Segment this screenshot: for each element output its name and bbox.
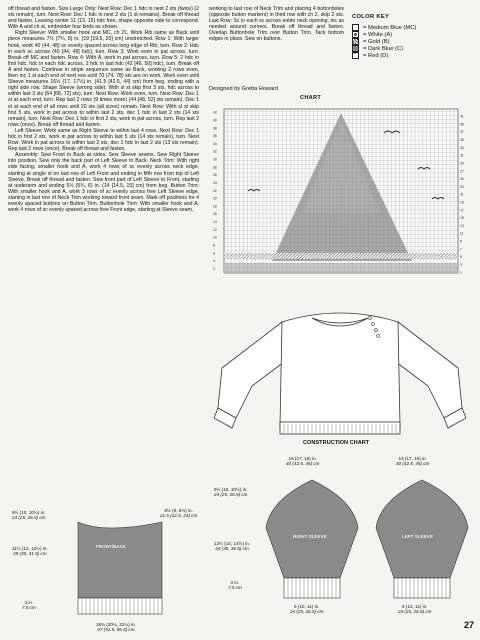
chart-row-label: 12	[213, 227, 217, 232]
red-swatch-icon	[352, 52, 359, 59]
dimension-text: 9 (10, 11) in.	[402, 604, 428, 609]
dimension-text: 9 (10, 11) in.	[294, 604, 320, 609]
color-key	[352, 14, 462, 59]
front-back-mid-left-dimension	[12, 546, 48, 557]
chart-row-label: 20	[213, 196, 217, 201]
instructions-left-column	[8, 6, 199, 546]
chart-row-label: 4	[213, 259, 215, 264]
right-sleeve-bottom-dimension	[290, 604, 323, 615]
chart-row-label: 41	[460, 114, 464, 119]
color-key-label: = White (A)	[363, 31, 393, 38]
dimension-cm: 7.5 cm	[22, 605, 36, 611]
chart-row-label: 31	[460, 153, 464, 158]
sweater-outline-graphic	[212, 300, 470, 440]
chart-row-label: 26	[213, 173, 217, 178]
chart-row-label: 15	[460, 216, 464, 221]
designer-credit: Designed by Gretta Howard	[209, 86, 279, 92]
left-sleeve-label: LEFT SLEEVE	[402, 534, 433, 539]
page-number: 27	[463, 620, 474, 630]
chart-row-label: 28	[213, 165, 217, 170]
chart-row-label: 39	[460, 122, 464, 127]
chart-row-label: 10	[213, 235, 217, 240]
front-back-bottom-dimension	[96, 622, 136, 633]
right-sleeve-top-dimension	[286, 456, 319, 467]
dimension-text: 9½ (10, 10½) in.	[214, 487, 248, 492]
chart-row-label: 16	[213, 212, 217, 217]
white-swatch-icon	[352, 31, 359, 38]
dimension-cm: 24 (25, 26.5) cm	[290, 609, 324, 615]
right-sleeve-cuff-dimension	[228, 580, 242, 591]
chart-row-label: 40	[213, 118, 217, 123]
dimension-text: 8½ (9, 9½) in.	[164, 508, 193, 513]
dimension-text: 11½ (12, 12½) in.	[12, 546, 48, 551]
chart-row-label: 21	[460, 192, 464, 197]
chart-row-label: 34	[213, 141, 217, 146]
dimension-cm: 7.5 cm	[228, 585, 242, 591]
chart-row-label: 42	[213, 110, 217, 115]
front-back-label: FRONT/BACK	[96, 544, 127, 549]
chart-row-label: 14	[213, 220, 217, 225]
dimension-cm: 29 (30, 31.5) cm	[13, 551, 47, 557]
chart-row-label: 19	[460, 200, 464, 205]
medium-blue-swatch-icon	[352, 24, 359, 31]
chart-row-label: 11	[460, 231, 464, 236]
front-back-schematic	[60, 520, 180, 620]
chart-row-label: 32	[213, 149, 217, 154]
chart-title: CHART	[300, 95, 322, 101]
chart-row-label: 37	[460, 130, 464, 135]
dimension-cm: 24 (25, 26.5) cm	[12, 515, 46, 521]
chart-row-label: 35	[460, 138, 464, 143]
dimension-cm: 40 (42.5, 45) cm	[286, 461, 320, 467]
color-key-item	[352, 52, 462, 59]
chart-row-label: 30	[213, 157, 217, 162]
dimension-text: 13½ (14, 14½) in.	[214, 541, 251, 546]
chart-row-label: 36	[213, 134, 217, 139]
color-key-item	[352, 38, 462, 45]
dimension-cm: 47 (51.5, 56.5) cm	[97, 627, 135, 633]
dimension-cm: 34 (35, 36.5) cm	[215, 546, 249, 552]
stitch-chart-graphic	[212, 103, 470, 283]
right-sleeve-schematic	[262, 478, 362, 603]
chart-row-label: 17	[460, 208, 464, 213]
instructions-paragraph-right-sleeve: Right Sleeve: With smaller hook and MC, ch 21. Work Rib same as Back until piece measures 7½ (7¾, 8) in. (19 [19.5, 20] cm) unstretched. Row 1: With larger hook, work 40 (44, 48) sc evenly spaced across long edge of Rib, turn. Row 2: Hdc in each sc across (40 [44, 48] hdc), turn. Row 3: Work even in pat across, turn. Break off MC and fasten. Row 4: With A, work in pat across, turn. Row 5: 2 hdc in first hdc, hdc in each hdc across, 2 hdc in last hdc (42 [46, 50] hdc), turn. Break off A and fasten. Continue in stripe sequence same as Back, working 2 rows even, then inc 1 st each end of next row until 70 (74, 78) sts are on work. Work even until Sleeve measures 16½ (17, 17½) in. (41.5 [42.5, 44] cm) from beg, ending with a right side row. Shape Sleeve (wrong side): With sl st skip first 3 sts, hdc across to within last 3 sts (64 [68, 72] sts), turn. Next Row: Work even, turn. Next Row: Dec 1 st at each end, turn. Rep last 2 rows (9 times more) (44 [48, 52] sts remain). Dec 1 st at each end of all rows until 20 sts (all sizes) remain. Next Row: With sl st skip first 5 sts, work in pat across to within last 2 sts, dec 1 hdc in last 2 sts (14 sts remain), turn. Next Row: Dec 1 hdc in first 2 sts, work in pat across, turn. Rep last 2 rows (once). Break off thread and fasten.	[8, 30, 199, 128]
color-key-label: = Dark Blue (C)	[363, 45, 404, 52]
chart-row-label: 33	[460, 145, 464, 150]
gold-swatch-icon	[352, 38, 359, 45]
chart-row-label: 5	[460, 255, 462, 260]
dimension-text: 3 in.	[24, 600, 34, 605]
stitch-chart	[212, 103, 470, 283]
chart-row-label: 23	[460, 184, 464, 189]
right-sleeve-length-dimension	[214, 541, 250, 552]
dimension-cm: 24 (25, 26.5) cm	[398, 609, 432, 615]
left-sleeve-bottom-dimension	[398, 604, 431, 615]
instructions-paragraph-left-sleeve: Left Sleeve: Work same as Right Sleeve to within last 4 rows. Next Row: Dec 1 hdc in first 2 sts, work in pat across to within last 5 sts (14 sts remain), turn. Next Row: Work in pat across to within last 2 sts, dec 1 hdc in last 2 sts (13 sts remain). Rep last 2 rows (once). Break off thread and fasten.	[8, 127, 199, 153]
chart-row-label: 38	[213, 126, 217, 131]
chart-row-label: 3	[460, 262, 462, 267]
chart-row-label: 7	[460, 247, 462, 252]
left-sleeve-schematic	[372, 478, 472, 603]
chart-row-label: 8	[213, 243, 215, 248]
chart-row-label: 13	[460, 223, 464, 228]
chart-row-label: 2	[213, 266, 215, 271]
front-back-top-left-dimension	[12, 510, 45, 521]
color-key-item	[352, 45, 462, 52]
color-key-label: = Medium Blue (MC)	[363, 24, 417, 31]
construction-chart-title: CONSTRUCTION CHART	[303, 440, 370, 446]
color-key-label: = Red (D)	[363, 52, 389, 59]
right-sleeve-cap-dimension	[214, 487, 247, 498]
chart-row-label: 25	[460, 177, 464, 182]
chart-row-label: 18	[213, 204, 217, 209]
color-key-item	[352, 24, 462, 31]
dimension-cm: 24 (25, 26.5) cm	[214, 492, 248, 498]
dimension-text: 3 in.	[230, 580, 240, 585]
color-key-title: COLOR KEY	[352, 14, 390, 20]
chart-row-label: 27	[460, 169, 464, 174]
color-key-item	[352, 31, 462, 38]
right-sleeve-label: RIGHT SLEEVE	[293, 534, 327, 539]
chart-row-label: 24	[213, 180, 217, 185]
sweater-construction-drawing	[212, 300, 470, 450]
instructions-paragraph-1: off thread and fasten. Size Large Only: Next Row: Dec 1 hdc in next 2 sts (twice) (2 sts remain), turn. Next Row: Dec 1 hdc in next 2 sts (1 st remains). Break off thread and fasten. Leaving center 11 (13, 15) hdc free, shape opposite side to correspond. With A and ch st, embroider four birds as shown.	[8, 6, 199, 31]
dimension-text: 16 (17, 18) in.	[398, 456, 427, 461]
instructions-right-column: working to last row of Neck Trim and placing 4 buttonholes (opposite button markers) in third row with ch 2, skip 2 sts. Last Row: Sc in each sc across entire neck opening, inc as needed around corners. Break off thread and fasten. Overlap Buttonhole Trim over Button Trim. Tack bottom edges in place. Sew on buttons.	[209, 6, 344, 43]
left-sleeve-top-dimension	[396, 456, 429, 467]
dimension-text: 16 (17, 18) in.	[288, 456, 317, 461]
chart-row-label: 29	[460, 161, 464, 166]
front-back-cuff-dimension	[22, 600, 36, 611]
chart-row-label: 1	[460, 270, 462, 275]
dimension-cm: 40 (42.5, 45) cm	[396, 461, 430, 467]
dimension-cm: 21.5 (22.5, 24) cm	[160, 513, 198, 519]
chart-row-label: 22	[213, 188, 217, 193]
color-key-label: = Gold (B)	[363, 38, 390, 45]
front-back-top-right-dimension	[160, 508, 197, 519]
dimension-text: 9½ (10, 10½) in.	[12, 510, 46, 515]
instructions-paragraph-assembly: Assembly: Sew Front to Back at sides. Sew Sleeve seams. Sew Right Sleeve into position. Sew only the back part of Left Sleeve to Back. Neck Trim: With right side facing, smaller hook and A, work 4 rows of sc evenly across neck edge, starting at single st on last row of Left Front and ending in fifth row from top of Left Sleeve. Break off thread and fasten. Sew front part of Left Sleeve to Front, starting at underarm and ending 5½ (5¾, 6) in. (14 [14.5, 15] cm) from beg. Button Trim: With smaller hook and A, work 3 rows of sc evenly across free Left Sleeve edge, starting in last row of Neck Trim working toward front seam. Mark off positions for 4 evenly spaced buttons on Button Trim. Buttonhole Trim: With smaller hook and A, work 4 rows of sc evenly spaced across free Front edge, starting at Sleeve seam,	[8, 152, 199, 214]
dimension-text: 18¾ (20¼, 22¼) in.	[96, 622, 136, 627]
chart-row-label: 6	[213, 251, 215, 256]
chart-row-label: 9	[460, 239, 462, 244]
